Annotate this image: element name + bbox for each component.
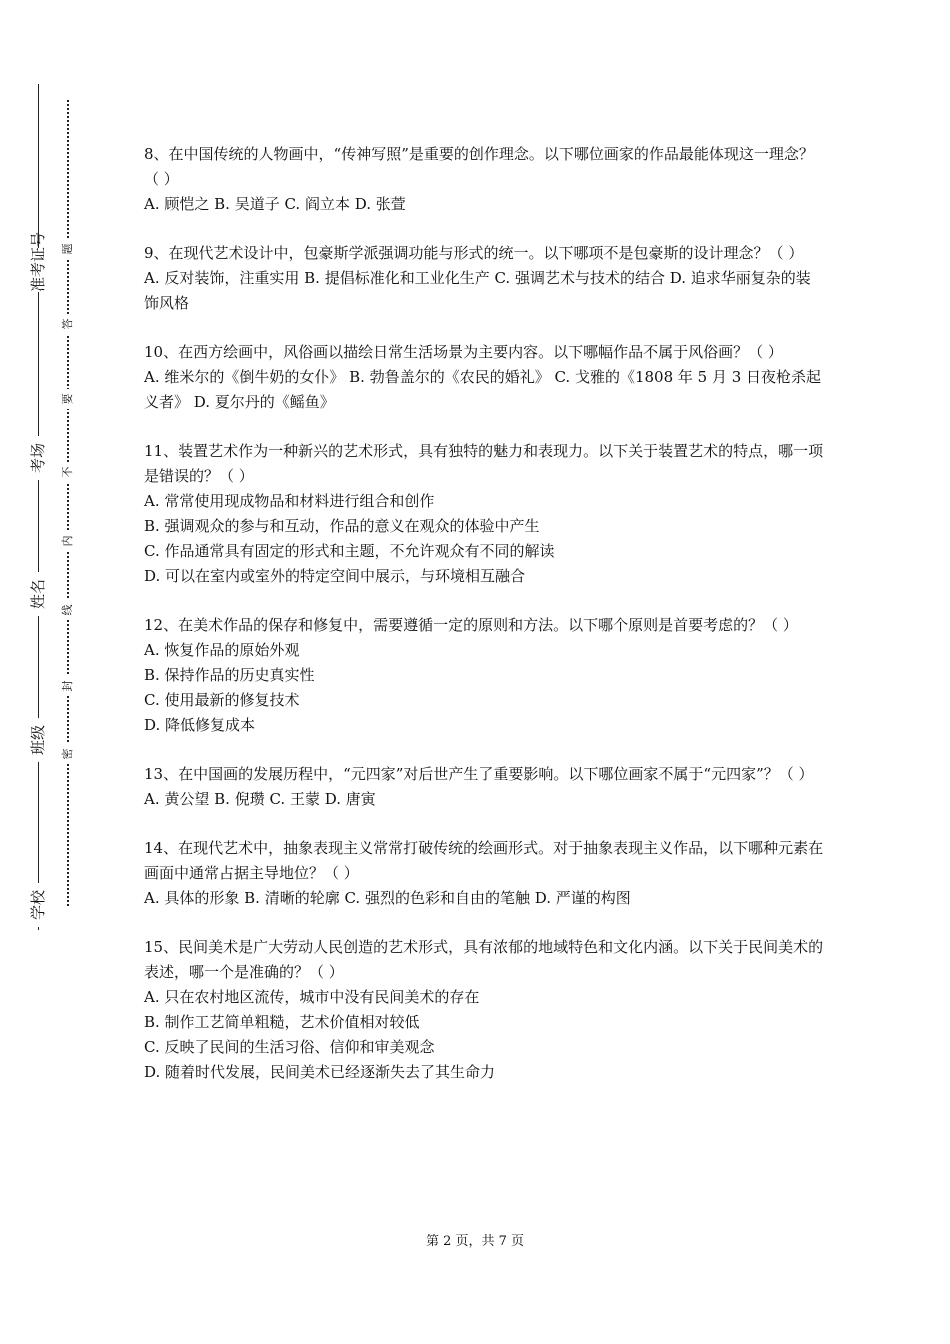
option-d: D. 随着时代发展，民间美术已经逐渐失去了其生命力 [144, 1063, 496, 1081]
seal-char: 线 [59, 600, 77, 620]
option-d: D. 可以在室内或室外的特定空间中展示，与环境相互融合 [144, 567, 526, 585]
seal-char: 题 [59, 239, 77, 259]
field-school-label: 学校 [26, 883, 50, 927]
option-c: C. 作品通常具有固定的形式和主题，不允许观众有不同的解读 [144, 542, 555, 560]
option-b: B. 保持作品的历史真实性 [144, 666, 315, 684]
option-b: B. 强调观众的参与和互动，作品的意义在观众的体验中产生 [144, 517, 540, 535]
option-b: B. 制作工艺简单粗糙，艺术价值相对较低 [144, 1013, 420, 1031]
option-c: C. 反映了民间的生活习俗、信仰和审美观念 [144, 1038, 435, 1056]
seal-char: 封 [59, 676, 77, 696]
question-options: A. 维米尔的《倒牛奶的女仆》 B. 勃鲁盖尔的《农民的婚礼》 C. 戈雅的《1808 年 5 月 3 日夜枪杀起义者》 D. 夏尔丹的《鳐鱼》 [144, 368, 822, 411]
question-8 [144, 142, 824, 217]
question-15 [144, 935, 824, 1085]
question-stem: 12、在美术作品的保存和修复中，需要遵循一定的原则和方法。以下哪个原则是首要考虑的？（ ） [144, 616, 798, 634]
question-10 [144, 340, 824, 415]
field-name-label: 姓名 [26, 572, 50, 616]
option-d: D. 降低修复成本 [144, 716, 256, 734]
option-a: A. 只在农村地区流传，城市中没有民间美术的存在 [144, 988, 480, 1006]
field-exam-id-label: 准考证号 [26, 248, 50, 292]
question-options: A. 反对装饰，注重实用 B. 提倡标准化和工业化生产 C. 强调艺术与技术的结合 D. 追求华丽复杂的装饰风格 [144, 269, 811, 312]
field-class-label: 班级 [26, 718, 50, 762]
binding-margin [0, 0, 90, 1344]
seal-char: 内 [59, 531, 77, 551]
question-options: A. 具体的形象 B. 清晰的轮廓 C. 强烈的色彩和自由的笔触 D. 严谨的构图 [144, 889, 631, 907]
seal-char: 要 [59, 389, 77, 409]
question-9 [144, 241, 824, 316]
question-options: A. 顾恺之 B. 吴道子 C. 阎立本 D. 张萱 [144, 195, 406, 213]
question-11 [144, 439, 824, 589]
page-number: 第 2 页，共 7 页 [425, 1234, 525, 1249]
seal-char: 不 [59, 462, 77, 482]
question-stem: 15、民间美术是广大劳动人民创造的艺术形式，具有浓郁的地域特色和文化内涵。以下关于民间美术的表述，哪一个是准确的？（ ） [144, 938, 824, 981]
question-stem: 13、在中国画的发展历程中，“元四家”对后世产生了重要影响。以下哪位画家不属于“元四家”？（ ） [144, 765, 814, 783]
question-stem: 11、装置艺术作为一种新兴的艺术形式，具有独特的魅力和表现力。以下关于装置艺术的特点，哪一项是错误的？（ ） [144, 442, 824, 485]
question-stem: 8、在中国传统的人物画中，“传神写照”是重要的创作理念。以下哪位画家的作品最能体现这一理念？（ ） [144, 145, 814, 188]
seal-char: 密 [59, 744, 77, 764]
binding-solid-line [38, 84, 39, 930]
question-stem: 9、在现代艺术设计中，包豪斯学派强调功能与形式的统一。以下哪项不是包豪斯的设计理念？（ ） [144, 244, 804, 262]
question-13 [144, 762, 824, 812]
question-12 [144, 613, 824, 738]
option-a: A. 常常使用现成物品和材料进行组合和创作 [144, 492, 435, 510]
question-stem: 14、在现代艺术中，抽象表现主义常常打破传统的绘画形式。对于抽象表现主义作品，以下哪种元素在画面中通常占据主导地位？（ ） [144, 839, 824, 882]
question-list [144, 142, 824, 1109]
seal-dotted-line [67, 100, 69, 906]
option-c: C. 使用最新的修复技术 [144, 691, 300, 709]
seal-char: 答 [59, 314, 77, 334]
question-options: A. 黄公望 B. 倪瓒 C. 王蒙 D. 唐寅 [144, 790, 376, 808]
question-stem: 10、在西方绘画中，风俗画以描绘日常生活场景为主要内容。以下哪幅作品不属于风俗画？（ ） [144, 343, 783, 361]
option-a: A. 恢复作品的原始外观 [144, 641, 300, 659]
field-exam-room-label: 考场 [26, 436, 50, 480]
question-14 [144, 836, 824, 911]
